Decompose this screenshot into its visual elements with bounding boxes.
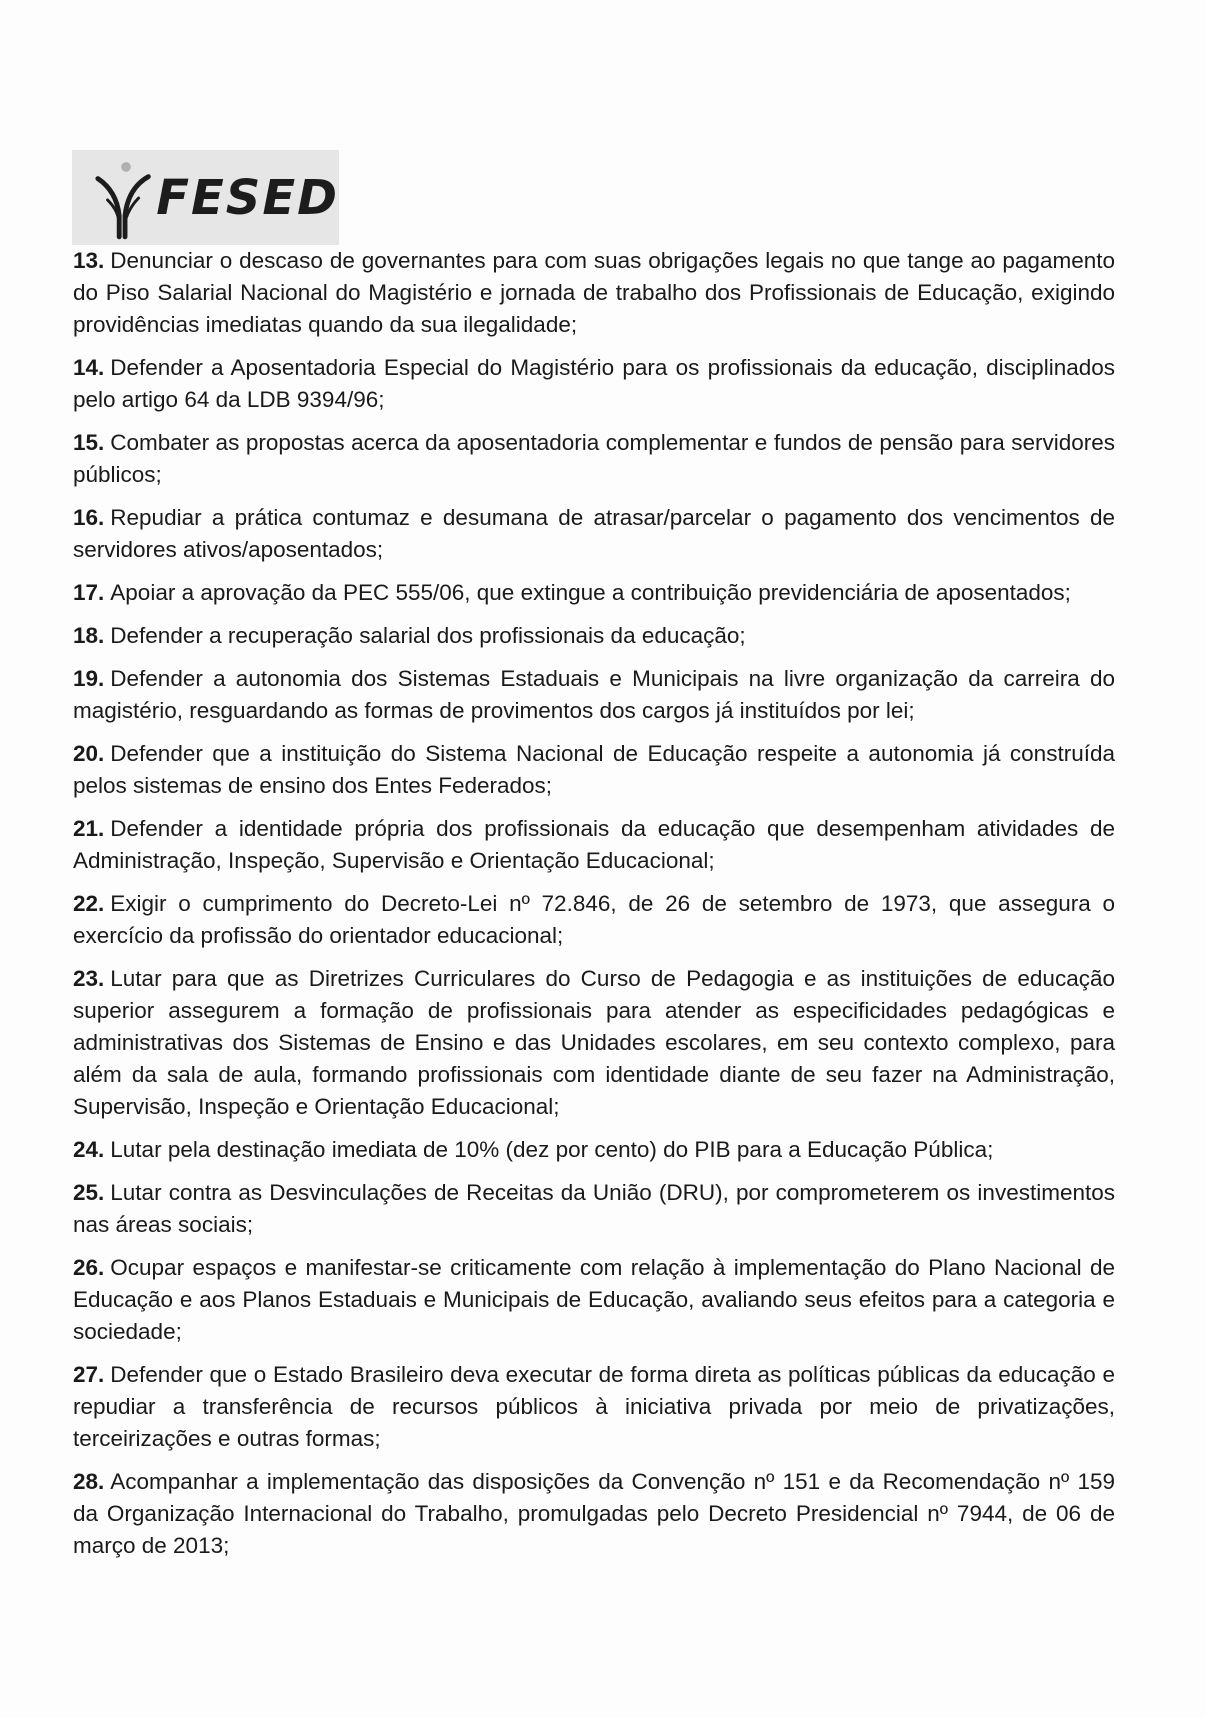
item-number: 18. xyxy=(73,623,105,648)
item-number: 15. xyxy=(73,430,105,455)
item-text: Repudiar a prática contumaz e desumana de atrasar/parcelar o pagamento dos vencimentos de servidores ativos/aposentados; xyxy=(73,505,1115,562)
figure-logo-icon xyxy=(92,156,152,240)
list-item xyxy=(73,352,1115,416)
list-item xyxy=(73,738,1115,802)
item-number: 20. xyxy=(73,741,105,766)
item-number: 19. xyxy=(73,666,105,691)
item-text: Apoiar a aprovação da PEC 555/06, que extingue a contribuição previdenciária de aposentados; xyxy=(110,580,1071,605)
list-item xyxy=(73,1466,1115,1562)
item-text: Denunciar o descaso de governantes para com suas obrigações legais no que tange ao pagamento do Piso Salarial Nacional do Magistério e jornada de trabalho dos Profissionais de Educação, exigindo providências imediatas quando da sua ilegalidade; xyxy=(73,248,1115,337)
item-number: 28. xyxy=(73,1469,105,1494)
item-number: 23. xyxy=(73,966,105,991)
list-item xyxy=(73,1134,1115,1166)
list-item xyxy=(73,1359,1115,1455)
item-text: Defender a Aposentadoria Especial do Magistério para os profissionais da educação, disciplinados pelo artigo 64 da LDB 9394/96; xyxy=(73,355,1115,412)
item-number: 24. xyxy=(73,1137,105,1162)
item-number: 14. xyxy=(73,355,105,380)
list-item xyxy=(73,1177,1115,1241)
item-text: Ocupar espaços e manifestar-se criticamente com relação à implementação do Plano Nacional de Educação e aos Planos Estaduais e Municipais de Educação, avaliando seus efeitos para a categoria e sociedade; xyxy=(73,1255,1115,1344)
item-number: 16. xyxy=(73,505,105,530)
item-number: 21. xyxy=(73,816,105,841)
list-item xyxy=(73,1252,1115,1348)
resolution-list xyxy=(73,245,1115,1573)
list-item xyxy=(73,620,1115,652)
list-item xyxy=(73,663,1115,727)
item-text: Lutar para que as Diretrizes Curriculares do Curso de Pedagogia e as instituições de educação superior assegurem a formação de profissionais para atender as especificidades pedagógicas e administrativas dos Sistemas de Ensino e das Unidades escolares, em seu contexto complexo, para além da sala de aula, formando profissionais com identidade diante de seu fazer na Administração, Supervisão, Inspeção e Orientação Educacional; xyxy=(73,966,1115,1119)
list-item xyxy=(73,427,1115,491)
item-text: Exigir o cumprimento do Decreto-Lei nº 72.846, de 26 de setembro de 1973, que assegura o exercício da profissão do orientador educacional; xyxy=(73,891,1115,948)
item-number: 25. xyxy=(73,1180,105,1205)
item-number: 22. xyxy=(73,891,105,916)
item-text: Defender que o Estado Brasileiro deva executar de forma direta as políticas públicas da educação e repudiar a transferência de recursos públicos à iniciativa privada por meio de privatizações, terceirizações e outras formas; xyxy=(73,1362,1115,1451)
list-item xyxy=(73,888,1115,952)
item-text: Defender a identidade própria dos profissionais da educação que desempenham atividades de Administração, Inspeção, Supervisão e Orientação Educacional; xyxy=(73,816,1115,873)
list-item xyxy=(73,963,1115,1123)
item-text: Acompanhar a implementação das disposições da Convenção nº 151 e da Recomendação nº 159 da Organização Internacional do Trabalho, promulgadas pelo Decreto Presidencial nº 7944, de 06 de março de 2013; xyxy=(73,1469,1115,1558)
item-number: 27. xyxy=(73,1362,105,1387)
item-text: Lutar contra as Desvinculações de Receitas da União (DRU), por comprometerem os investimentos nas áreas sociais; xyxy=(73,1180,1115,1237)
item-number: 17. xyxy=(73,580,105,605)
list-item xyxy=(73,577,1115,609)
list-item xyxy=(73,813,1115,877)
item-number: 13. xyxy=(73,248,105,273)
item-text: Defender que a instituição do Sistema Nacional de Educação respeite a autonomia já construída pelos sistemas de ensino dos Entes Federados; xyxy=(73,741,1115,798)
list-item xyxy=(73,245,1115,341)
item-number: 26. xyxy=(73,1255,105,1280)
logo-text: FESED xyxy=(156,169,339,226)
item-text: Combater as propostas acerca da aposentadoria complementar e fundos de pensão para servidores públicos; xyxy=(73,430,1115,487)
fesed-logo xyxy=(72,150,339,245)
item-text: Lutar pela destinação imediata de 10% (dez por cento) do PIB para a Educação Pública; xyxy=(110,1137,994,1162)
list-item xyxy=(73,502,1115,566)
item-text: Defender a recuperação salarial dos profissionais da educação; xyxy=(110,623,746,648)
item-text: Defender a autonomia dos Sistemas Estaduais e Municipais na livre organização da carreira do magistério, resguardando as formas de provimentos dos cargos já instituídos por lei; xyxy=(73,666,1115,723)
